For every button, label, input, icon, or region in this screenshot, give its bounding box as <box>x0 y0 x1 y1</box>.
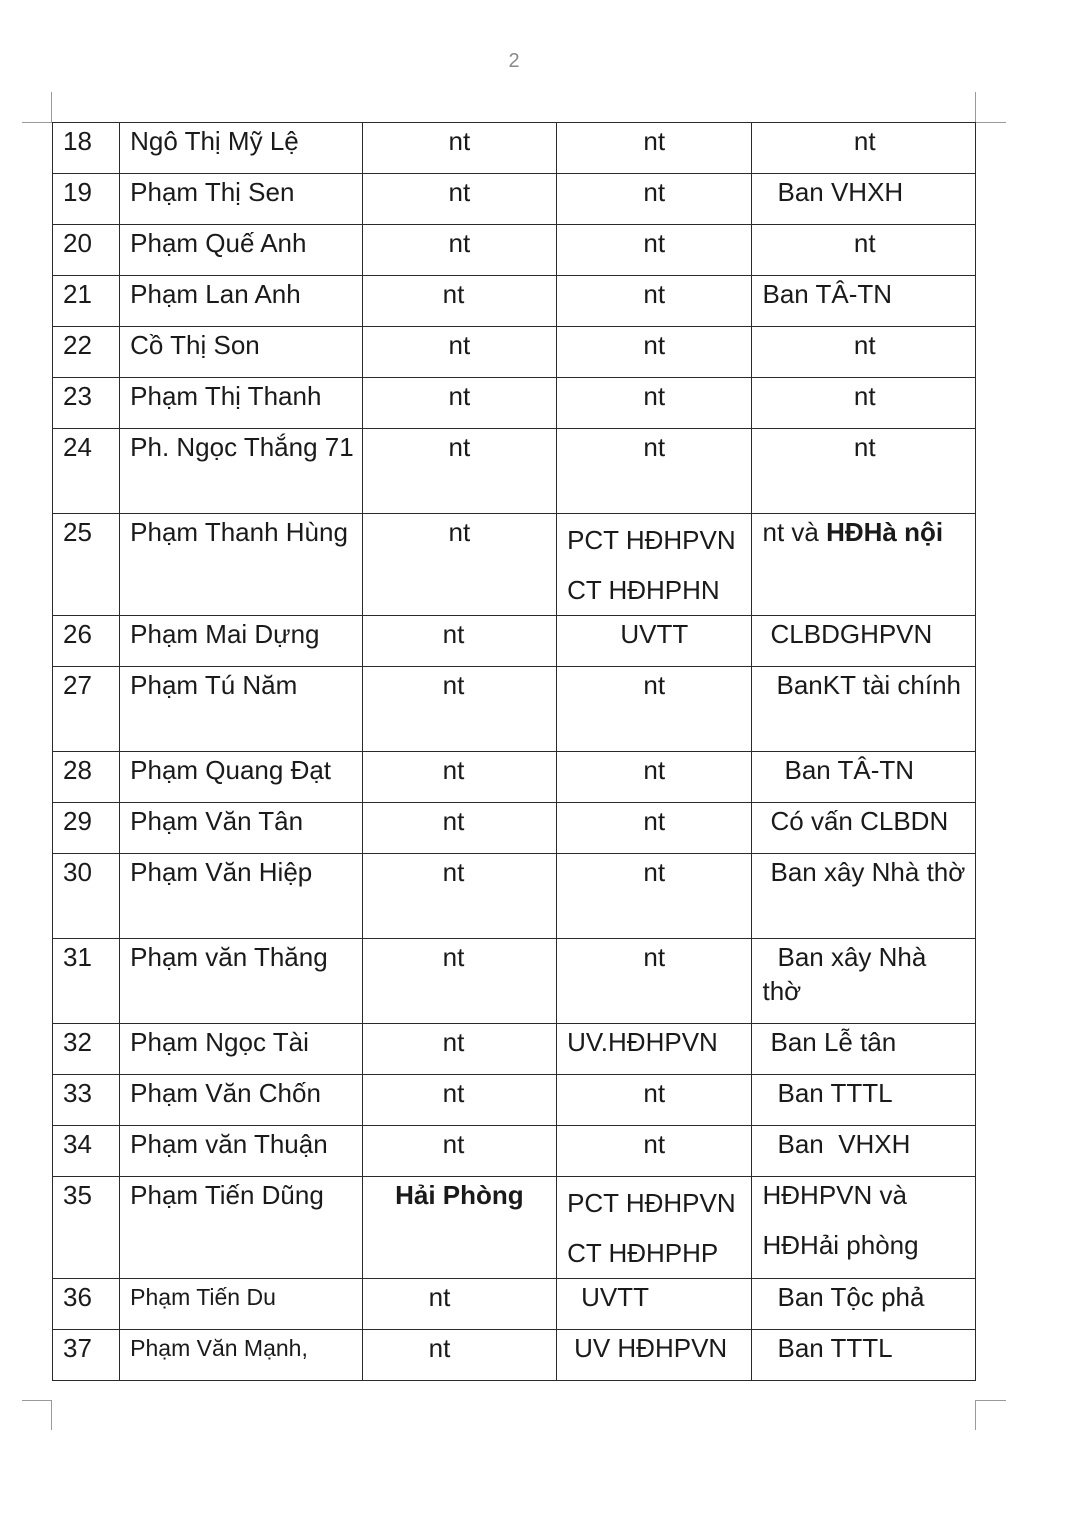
member-department-bold: HĐHà nội <box>826 517 944 547</box>
row-number: 34 <box>53 1126 120 1177</box>
member-department: Ban VHXH <box>752 174 976 225</box>
row-number: 35 <box>53 1177 120 1279</box>
member-department: Ban Tộc phả <box>752 1279 976 1330</box>
row-number: 31 <box>53 939 120 1024</box>
table-row <box>53 225 976 276</box>
member-department: nt <box>752 429 976 514</box>
member-place: nt <box>362 225 556 276</box>
crop-mark-bottom-right-v <box>975 1400 976 1430</box>
crop-mark-top-left-h <box>22 122 52 123</box>
member-place: nt <box>362 939 556 1024</box>
row-number: 30 <box>53 854 120 939</box>
table-row <box>53 1075 976 1126</box>
member-department: Ban xây Nhà thờ <box>752 939 976 1024</box>
member-name: Phạm Quế Anh <box>120 225 363 276</box>
member-department: nt <box>752 327 976 378</box>
member-role: UV HĐHPVN <box>557 1330 752 1381</box>
member-place: nt <box>362 803 556 854</box>
member-role: nt <box>557 803 752 854</box>
member-name: Phạm Văn Tân <box>120 803 363 854</box>
member-place: nt <box>362 429 556 514</box>
member-name: Phạm Thị Thanh <box>120 378 363 429</box>
table-row <box>53 939 976 1024</box>
row-number: 25 <box>53 514 120 616</box>
member-department-line-1: HĐHPVN và <box>762 1180 907 1210</box>
member-department: Ban xây Nhà thờ <box>752 854 976 939</box>
row-number: 33 <box>53 1075 120 1126</box>
member-department: BanKT tài chính <box>752 667 976 752</box>
member-place: nt <box>362 378 556 429</box>
member-role-line-1: PCT HĐHPVN <box>567 525 736 555</box>
member-place: nt <box>362 1126 556 1177</box>
table-row <box>53 1279 976 1330</box>
table-row <box>53 1126 976 1177</box>
member-role: nt <box>557 429 752 514</box>
row-number: 20 <box>53 225 120 276</box>
member-department <box>752 1177 976 1279</box>
row-number: 21 <box>53 276 120 327</box>
member-role-line-2: CT HĐHPHN <box>567 575 720 605</box>
member-department: Ban TTTL <box>752 1330 976 1381</box>
member-role: UVTT <box>557 1279 752 1330</box>
member-department: Ban VHXH <box>752 1126 976 1177</box>
member-name: Phạm Mai Dựng <box>120 616 363 667</box>
member-role <box>557 514 752 616</box>
table-row <box>53 276 976 327</box>
crop-mark-bottom-right-h <box>976 1400 1006 1401</box>
member-name: Phạm Văn Chốn <box>120 1075 363 1126</box>
member-place: nt <box>362 1279 556 1330</box>
table-row <box>53 616 976 667</box>
member-place: nt <box>362 514 556 616</box>
row-number: 37 <box>53 1330 120 1381</box>
member-role: nt <box>557 1126 752 1177</box>
member-role <box>557 1177 752 1279</box>
table-row <box>53 803 976 854</box>
table-row <box>53 1024 976 1075</box>
member-department: CLBDGHPVN <box>752 616 976 667</box>
member-place: nt <box>362 123 556 174</box>
member-role: nt <box>557 327 752 378</box>
table-row <box>53 174 976 225</box>
member-place: nt <box>362 1024 556 1075</box>
member-role: nt <box>557 667 752 752</box>
member-place: nt <box>362 616 556 667</box>
member-department-line-2: HĐHải phòng <box>762 1230 919 1260</box>
row-number: 24 <box>53 429 120 514</box>
member-place: Hải Phòng <box>362 1177 556 1279</box>
member-place: nt <box>362 1330 556 1381</box>
member-name: Phạm văn Thuận <box>120 1126 363 1177</box>
member-table <box>52 122 976 1381</box>
member-department: nt <box>752 225 976 276</box>
table-row <box>53 327 976 378</box>
table-row <box>53 514 976 616</box>
row-number: 36 <box>53 1279 120 1330</box>
member-place: nt <box>362 1075 556 1126</box>
member-role: nt <box>557 939 752 1024</box>
row-number: 19 <box>53 174 120 225</box>
member-role: UVTT <box>557 616 752 667</box>
member-role-line-2: CT HĐHPHP <box>567 1238 719 1268</box>
table-row <box>53 667 976 752</box>
member-department: Ban TTTL <box>752 1075 976 1126</box>
member-role: nt <box>557 123 752 174</box>
member-department: Ban TÂ-TN <box>752 752 976 803</box>
member-department: Ban TÂ-TN <box>752 276 976 327</box>
member-name: Ngô Thị Mỹ Lệ <box>120 123 363 174</box>
page-number: 2 <box>508 50 520 72</box>
table-row <box>53 123 976 174</box>
member-name: Phạm Thanh Hùng <box>120 514 363 616</box>
crop-mark-top-left-v <box>51 92 52 122</box>
crop-mark-bottom-left-v <box>51 1400 52 1430</box>
member-name: Phạm văn Thăng <box>120 939 363 1024</box>
member-name: Phạm Văn Mạnh, <box>120 1330 363 1381</box>
member-name: Ph. Ngọc Thắng 71 <box>120 429 363 514</box>
member-name: Phạm Thị Sen <box>120 174 363 225</box>
member-department: Ban Lễ tân <box>752 1024 976 1075</box>
crop-mark-bottom-left-h <box>22 1400 52 1401</box>
row-number: 23 <box>53 378 120 429</box>
crop-mark-top-right-h <box>976 122 1006 123</box>
table-row <box>53 1330 976 1381</box>
member-role: UV.HĐHPVN <box>557 1024 752 1075</box>
member-name: Phạm Văn Hiệp <box>120 854 363 939</box>
row-number: 22 <box>53 327 120 378</box>
member-role-line-1: PCT HĐHPVN <box>567 1188 736 1218</box>
member-name: Phạm Lan Anh <box>120 276 363 327</box>
row-number: 26 <box>53 616 120 667</box>
crop-mark-top-right-v <box>975 92 976 122</box>
member-name: Phạm Ngọc Tài <box>120 1024 363 1075</box>
member-department: nt <box>752 123 976 174</box>
member-role: nt <box>557 174 752 225</box>
member-place: nt <box>362 854 556 939</box>
member-role: nt <box>557 378 752 429</box>
member-role: nt <box>557 752 752 803</box>
member-department: Có vấn CLBDN <box>752 803 976 854</box>
member-place: nt <box>362 327 556 378</box>
table-row <box>53 1177 976 1279</box>
member-name: Phạm Tiến Dũng <box>120 1177 363 1279</box>
row-number: 32 <box>53 1024 120 1075</box>
table-row <box>53 429 976 514</box>
table-row <box>53 854 976 939</box>
member-name: Phạm Quang Đạt <box>120 752 363 803</box>
member-name: Phạm Tiến Du <box>120 1279 363 1330</box>
member-department-prefix: nt và <box>762 517 827 547</box>
row-number: 27 <box>53 667 120 752</box>
row-number: 18 <box>53 123 120 174</box>
member-role: nt <box>557 225 752 276</box>
member-department: nt <box>752 378 976 429</box>
row-number: 29 <box>53 803 120 854</box>
member-name: Cồ Thị Son <box>120 327 363 378</box>
member-place: nt <box>362 752 556 803</box>
table-row <box>53 752 976 803</box>
row-number: 28 <box>53 752 120 803</box>
member-place: nt <box>362 667 556 752</box>
member-role: nt <box>557 276 752 327</box>
member-department <box>752 514 976 616</box>
member-name: Phạm Tú Năm <box>120 667 363 752</box>
member-role: nt <box>557 1075 752 1126</box>
member-place: nt <box>362 174 556 225</box>
member-place: nt <box>362 276 556 327</box>
table-row <box>53 378 976 429</box>
member-role: nt <box>557 854 752 939</box>
